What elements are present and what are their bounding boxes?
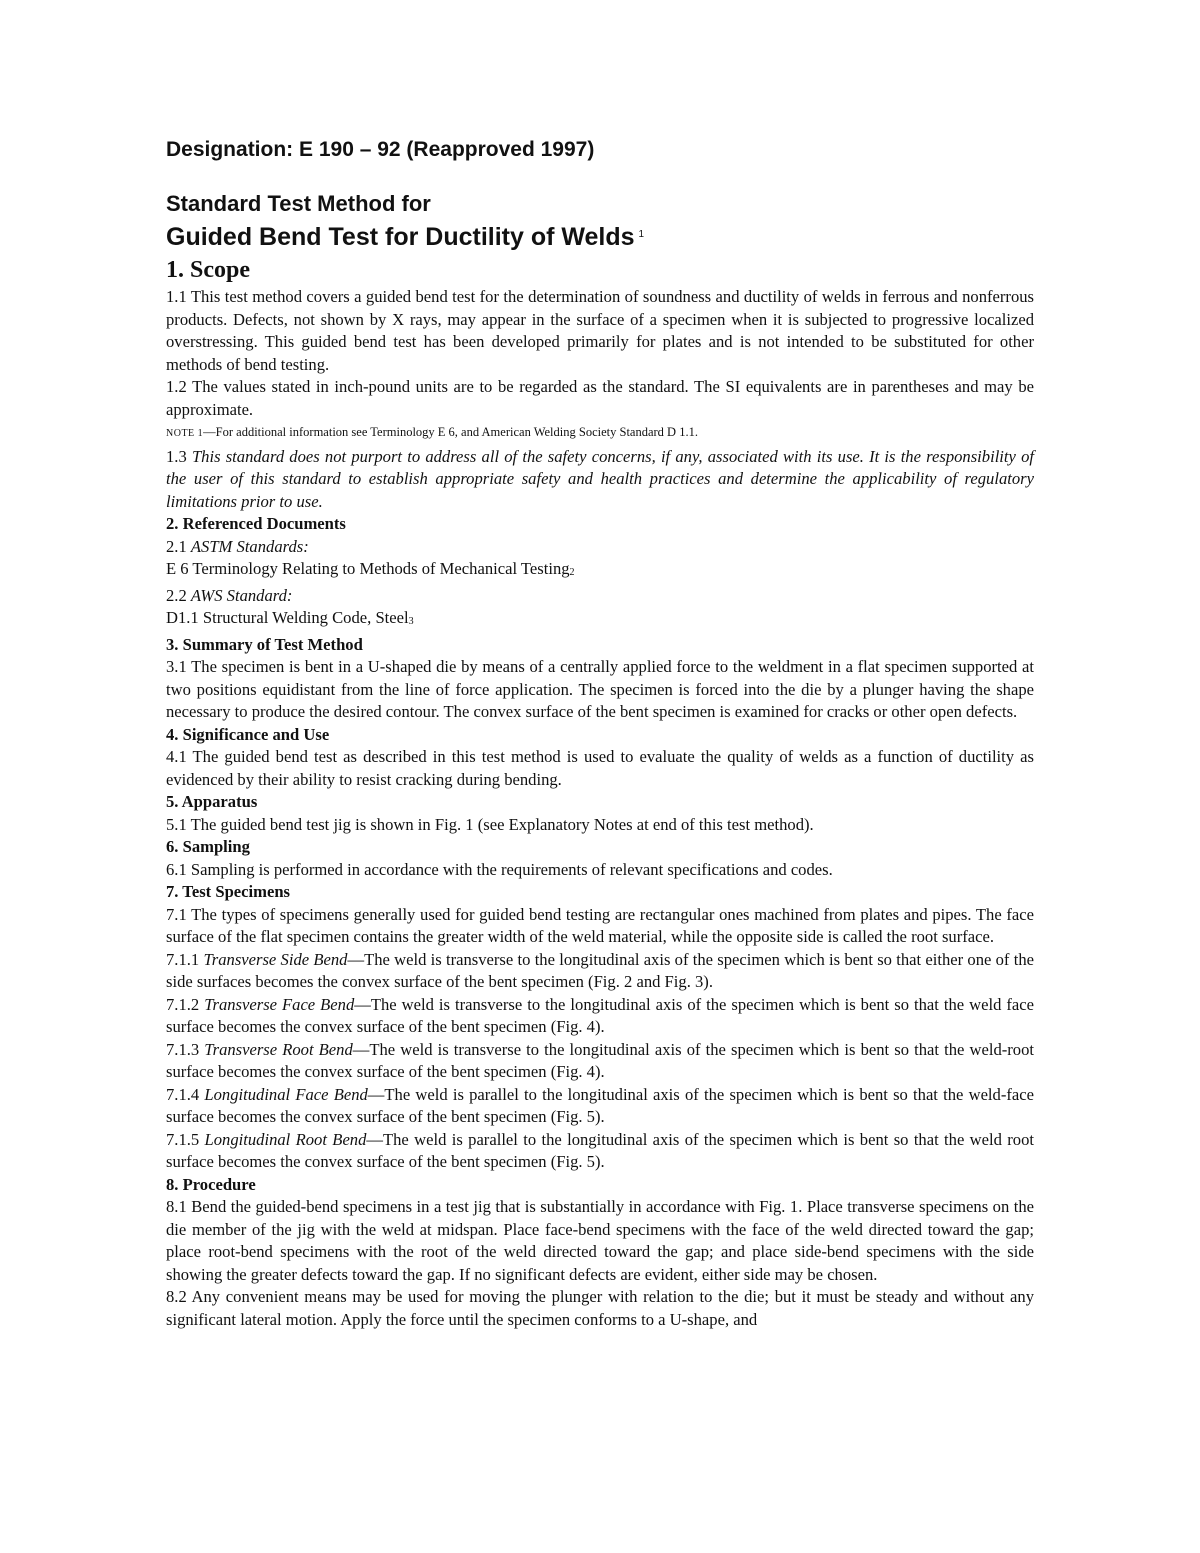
title-footnote-marker: 1 bbox=[638, 229, 645, 240]
document-body bbox=[166, 138, 1034, 1331]
paragraph-number: 1.3 bbox=[166, 446, 192, 466]
definition: —The weld is transverse to the longitudinal axis of the specimen which is bent so that the weld-root surface becomes the convex surface of the bent specimen (Fig. 4). bbox=[166, 1039, 1034, 1081]
definition: —The weld is transverse to the longitudinal axis of the specimen which is bent so that the weld face surface becomes the convex surface of the bent specimen (Fig. 4). bbox=[166, 994, 1035, 1036]
paragraph-2-2 bbox=[166, 585, 1034, 608]
section-heading-scope: 1. Scope bbox=[166, 257, 250, 283]
astm-standards-label: ASTM Standards: bbox=[190, 536, 309, 556]
paragraph-number: 7.1.2 bbox=[166, 994, 205, 1014]
section-heading-test-specimens: 7. Test Specimens bbox=[166, 882, 291, 901]
paragraph-number: 2.2 bbox=[166, 585, 191, 605]
term: Transverse Side Bend bbox=[203, 949, 348, 969]
definition: —The weld is transverse to the longitudinal axis of the specimen which is bent so that either one of the side surfaces becomes the convex surface of the bent specimen (Fig. 2 and Fig. 3). bbox=[166, 949, 1034, 991]
paragraph-3-1: 3.1 The specimen is bent in a U-shaped die by means of a centrally applied force to the weldment in a flat specimen supported at two positions equidistant from the line of force application. The specimen is forced into the die by a plunger having the shape necessary to produce the desired contour. The convex surface of the bent specimen is examined for cracks or other open defects. bbox=[166, 657, 1034, 721]
paragraph-7-1-1 bbox=[166, 949, 1034, 994]
paragraph-number: 2.1 bbox=[166, 536, 191, 556]
designation: Designation: E 190 – 92 (Reapproved 1997) bbox=[166, 138, 595, 161]
term: Transverse Face Bend bbox=[204, 994, 355, 1014]
term: Longitudinal Root Bend bbox=[204, 1129, 367, 1149]
section-heading-referenced-documents: 2. Referenced Documents bbox=[166, 514, 346, 533]
paragraph-1-3 bbox=[166, 446, 1034, 514]
aws-standard-label: AWS Standard: bbox=[190, 585, 293, 605]
note-1 bbox=[166, 421, 1034, 446]
term: Transverse Root Bend bbox=[204, 1039, 353, 1059]
section-heading-significance: 4. Significance and Use bbox=[166, 724, 330, 744]
footnote-marker: 2 bbox=[569, 567, 575, 578]
paragraph-7-1-4 bbox=[166, 1084, 1034, 1129]
paragraph-4-1: 4.1 The guided bend test as described in this test method is used to evaluate the quality of welds as a function of ductility as evidenced by their ability to resist cracking during bending. bbox=[166, 747, 1034, 789]
reference-text: E 6 Terminology Relating to Methods of Mechanical Testing bbox=[166, 559, 570, 578]
paragraph-1-2: 1.2 The values stated in inch-pound units are to be regarded as the standard. The SI equivalents are in parentheses and may be approximate. bbox=[166, 377, 1034, 419]
paragraph-number: 7.1.3 bbox=[166, 1039, 205, 1059]
term: Longitudinal Face Bend bbox=[204, 1084, 368, 1104]
title-line-1: Standard Test Method for bbox=[166, 191, 431, 216]
reference-d1-1 bbox=[166, 607, 1034, 634]
paragraph-6-1: 6.1 Sampling is performed in accordance with the requirements of relevant specifications and codes. bbox=[166, 859, 833, 879]
paragraph-7-1-2 bbox=[166, 994, 1034, 1039]
paragraph-5-1: 5.1 The guided bend test jig is shown in Fig. 1 (see Explanatory Notes at end of this test method). bbox=[166, 814, 814, 834]
reference-text: D1.1 Structural Welding Code, Steel bbox=[166, 608, 409, 627]
paragraph-7-1-3 bbox=[166, 1039, 1034, 1084]
paragraph-number: 7.1.4 bbox=[166, 1084, 205, 1104]
paragraph-7-1: 7.1 The types of specimens generally used for guided bend testing are rectangular ones machined from plates and pipes. The face surface of the flat specimen contains the greater width of the weld material, while the opposite side is called the root surface. bbox=[166, 904, 1034, 946]
note-label: NOTE 1 bbox=[166, 428, 204, 439]
paragraph-2-1 bbox=[166, 536, 1034, 559]
title-line-2 bbox=[166, 218, 1034, 254]
section-heading-procedure: 8. Procedure bbox=[166, 1174, 256, 1194]
section-heading-apparatus: 5. Apparatus bbox=[166, 792, 258, 811]
paragraph-1-1: 1.1 This test method covers a guided bend test for the determination of soundness and ductility of welds in ferrous and nonferrous products. Defects, not shown by X rays, may appear in the surface of a specimen when it is subjected to progressive localized overstressing. This guided bend test has been developed primarily for plates and is not intended to be substituted for other methods of bend testing. bbox=[166, 287, 1034, 374]
definition: —The weld is parallel to the longitudinal axis of the specimen which is bent so that the weld root surface becomes the convex surface of the bent specimen (Fig. 5). bbox=[166, 1129, 1034, 1171]
section-heading-summary: 3. Summary of Test Method bbox=[166, 634, 363, 654]
reference-e6 bbox=[166, 558, 1034, 585]
paragraph-8-2: 8.2 Any convenient means may be used for moving the plunger with relation to the die; but it must be steady and without any significant lateral motion. Apply the force until the specimen conforms to a U-shape, and bbox=[166, 1287, 1034, 1329]
paragraph-7-1-5 bbox=[166, 1129, 1034, 1174]
paragraph-8-1: 8.1 Bend the guided-bend specimens in a test jig that is substantially in accordance with Fig. 1. Place transverse specimens on the die member of the jig with the weld at midspan. Place face-bend specimens with the face of the weld directed toward the gap; place root-bend specimens with the root of the weld directed toward the gap; and place side-bend specimens with the side showing the greater defects toward the gap. If no significant defects are evident, either side may be chosen. bbox=[166, 1197, 1034, 1284]
section-heading-sampling: 6. Sampling bbox=[166, 837, 250, 856]
note-text: —For additional information see Terminology E 6, and American Welding Society Standard D 1.1. bbox=[203, 425, 698, 439]
title-text: Guided Bend Test for Ductility of Welds bbox=[166, 223, 635, 251]
footnote-marker: 3 bbox=[408, 616, 414, 627]
paragraph-number: 7.1.5 bbox=[166, 1129, 205, 1149]
paragraph-number: 7.1.1 bbox=[166, 949, 204, 969]
definition: —The weld is parallel to the longitudinal axis of the specimen which is bent so that the weld-face surface becomes the convex surface of the bent specimen (Fig. 5). bbox=[166, 1084, 1034, 1126]
safety-statement: This standard does not purport to address all of the safety concerns, if any, associated with its use. It is the responsibility of the user of this standard to establish appropriate safety and health practices and determine the applicability of regulatory limitations prior to use. bbox=[166, 446, 1034, 511]
